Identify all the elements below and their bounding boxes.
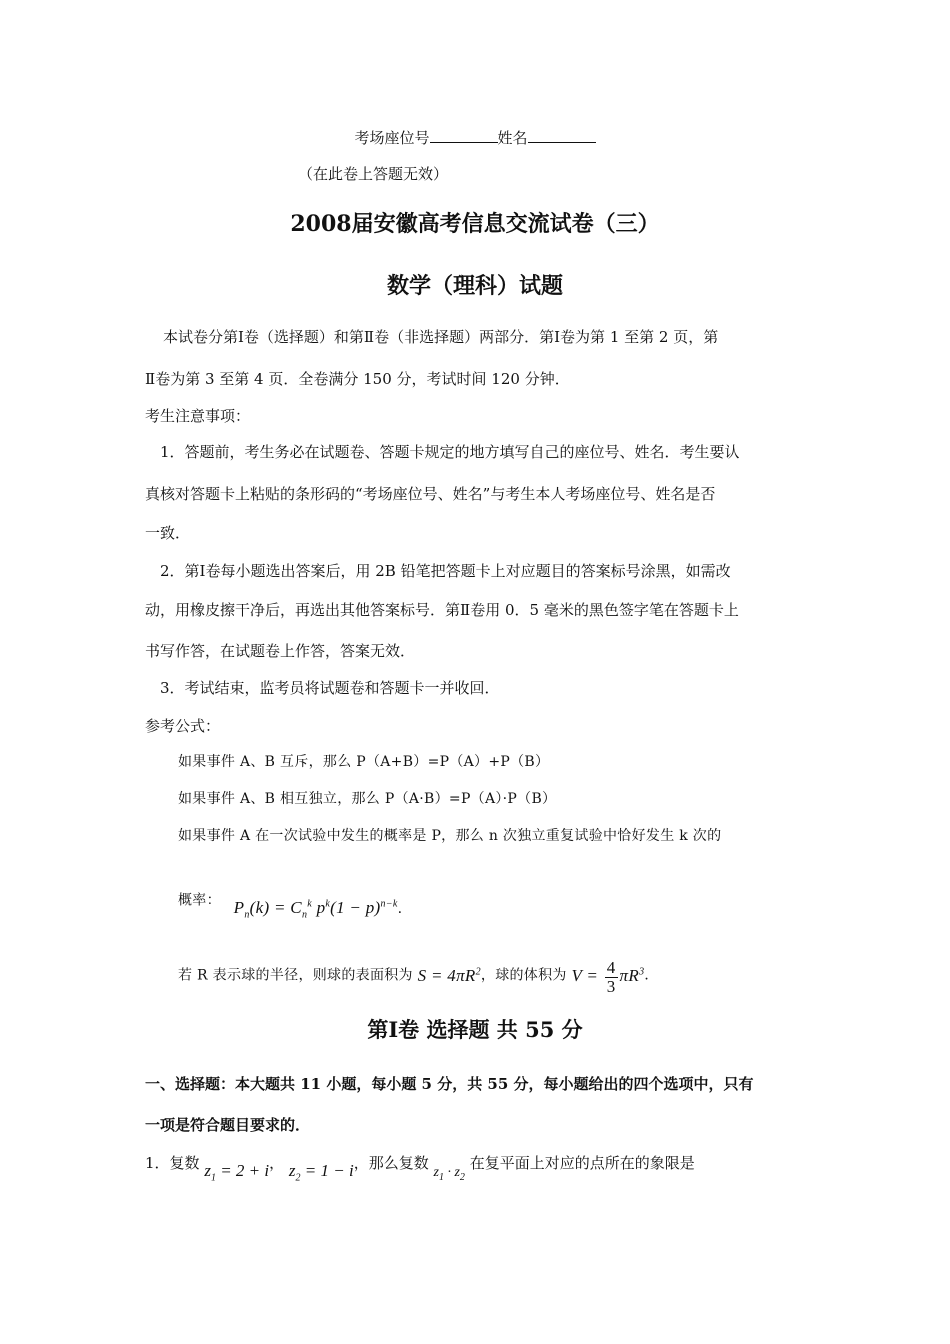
q1-prefix: 1．复数 (145, 1154, 200, 1172)
formulas-heading: 参考公式： (145, 717, 221, 735)
section-1-instruction-2: 一项是符合题目要求的． (145, 1116, 311, 1134)
q1-middle: ，那么复数 (353, 1154, 429, 1172)
note-2-line-2: 动，用橡皮擦干净后，再选出其他答案标号．第Ⅱ卷用 0．5 毫米的黑色签字笔在答题卡上 (145, 601, 739, 619)
formula-bernoulli-text: 如果事件 A 在一次试验中发生的概率是 P，那么 n 次独立重复试验中恰好发生 k 次的 (178, 828, 722, 844)
note-2-line-1: 2．第Ⅰ卷每小题选出答案后，用 2B 铅笔把答题卡上对应题目的答案标号涂黑，如需改 (160, 562, 731, 580)
product-formula: $z_1 \cdot z_2$ (433, 1165, 465, 1183)
name-blank[interactable] (528, 128, 596, 143)
intro-line-2: Ⅱ卷为第 3 至第 4 页．全卷满分 150 分，考试时间 120 分钟． (145, 370, 570, 388)
main-title: 2008届安徽高考信息交流试卷（三） (290, 211, 660, 237)
section-1-title: 第Ⅰ卷 选择题 共 55 分 (367, 1017, 583, 1042)
z2-formula: $z_2 = 1 - i$ (288, 1161, 354, 1184)
sphere-prefix: 若 R 表示球的半径，则球的表面积为 (178, 967, 413, 984)
section-1-instruction-1: 一、选择题：本大题共 11 小题，每小题 5 分，共 55 分，每小题给出的四个选项中，只有 (145, 1075, 754, 1093)
formula-exclusive: 如果事件 A、B 互斥，那么 P（A+B）=P（A）+P（B） (178, 754, 550, 770)
sphere-mid: ，球的体积为 (480, 967, 567, 984)
probability-label: 概率： (178, 892, 221, 909)
note-1-line-1: 1．答题前，考生务必在试题卷、答题卡规定的地方填写自己的座位号、姓名．考生要认 (160, 443, 740, 461)
sub-title: 数学（理科）试题 (386, 273, 563, 299)
note-2-line-3: 书写作答，在试题卷上作答，答案无效． (145, 642, 416, 660)
binomial-formula: $P_n(k) = C_n^k$ $p^k(1 - p)^{n-k}$ (233, 897, 398, 921)
notes-heading: 考生注意事项： (145, 407, 251, 425)
sphere-end: ． (644, 967, 659, 984)
q1-suffix: 在复平面上对应的点所在的象限是 (469, 1154, 695, 1172)
question-1: 1．复数 $z_1 = 2 + i$， $z_2 = 1 - i$，那么复数 $z_1 \cdot z_2$ 在复平面上对应的点所在的象限是 (145, 1154, 695, 1184)
seat-name-line (0, 128, 950, 148)
invalid-note: （在此卷上答题无效） (298, 165, 449, 183)
z1-formula: $z_1 = 2 + i$ (204, 1161, 270, 1184)
seat-label: 考场座位号 (354, 129, 430, 147)
sphere-volume-formula: V = $\frac{4}{3}$ $\pi R^3$ (571, 958, 645, 996)
seat-blank[interactable] (430, 128, 498, 143)
note-3: 3．考试结束，监考员将试题卷和答题卡一并收回． (160, 679, 500, 697)
formula-independent: 如果事件 A、B 相互独立，那么 P（A·B）=P（A）·P（B） (178, 791, 557, 807)
note-1-line-3: 一致． (145, 524, 191, 542)
note-1-line-2: 真核对答题卡上粘贴的条形码的“考场座位号、姓名”与考生本人考场座位号、姓名是否 (145, 485, 716, 503)
sphere-formula-line (178, 957, 659, 994)
intro-line-1: 本试卷分第Ⅰ卷（选择题）和第Ⅱ卷（非选择题）两部分．第Ⅰ卷为第 1 至第 2 页，第 (163, 328, 719, 346)
sphere-area-formula: $S = 4\pi R^2$ (417, 966, 481, 986)
formula-probability-line: 概率： $P_n(k) = C_n^k$ $p^k(1 - p)^{n-k}$. (178, 892, 403, 921)
name-label: 姓名 (497, 129, 528, 147)
